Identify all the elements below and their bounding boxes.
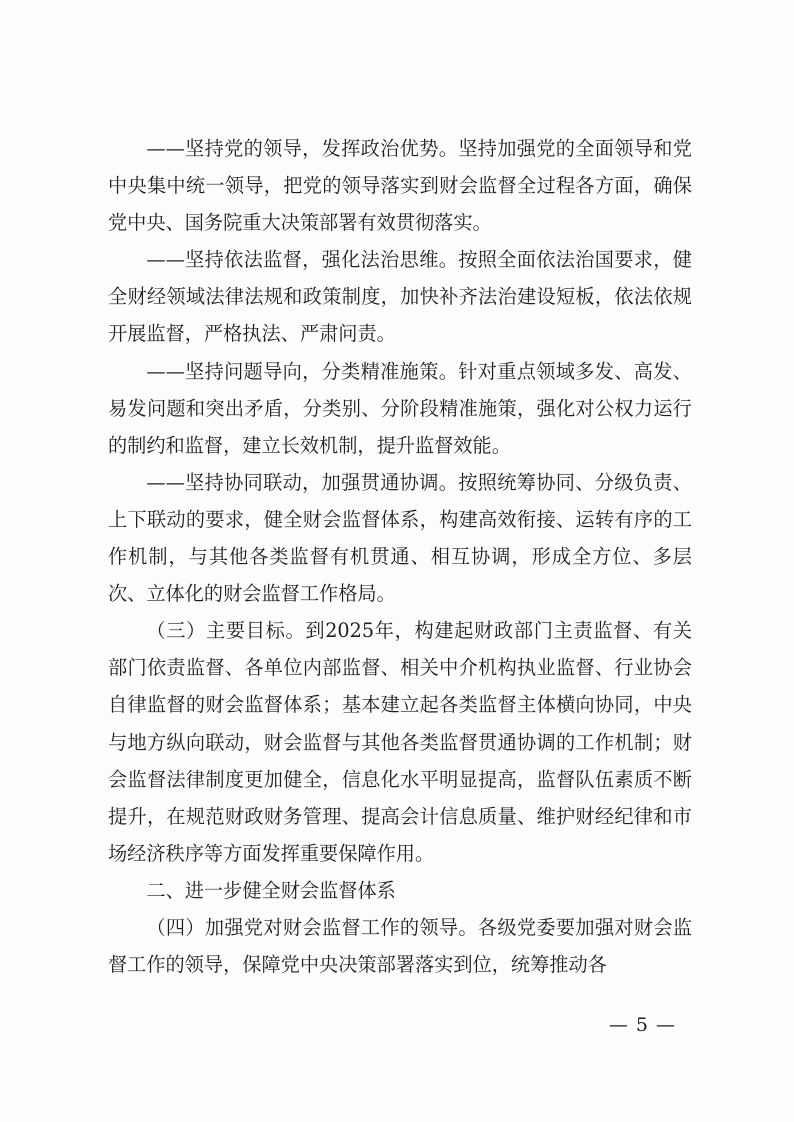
principle-paragraph-problem-oriented: ——坚持问题导向，分类精准施策。针对重点领域多发、高发、易发问题和突出矛盾，分类别、分阶段精准施策，强化对公权力运行的制约和监督，建立长效机制，提升监督效能。 xyxy=(108,359,692,457)
document-body xyxy=(108,130,692,983)
paragraph-heading: （四）加强党对财会监督工作的领导。 xyxy=(146,915,478,939)
principle-paragraph-rule-of-law: ——坚持依法监督，强化法治思维。按照全面依法治国要求，健全财经领域法律法规和政策制度，加快补齐法治建设短板，依法依规开展监督，严格执法、严肃问责。 xyxy=(108,248,692,346)
principle-paragraph-party-leadership: ——坚持党的领导，发挥政治优势。坚持加强党的全面领导和党中央集中统一领导，把党的领导落实到财会监督全过程各方面，确保党中央、国务院重大决策部署有效贯彻落实。 xyxy=(108,137,692,235)
party-leadership-paragraph xyxy=(108,909,692,983)
principle-paragraph-coordination: ——坚持协同联动，加强贯通协调。按照统筹协同、分级负责、上下联动的要求，健全财会监督体系，构建高效衔接、运转有序的工作机制，与其他各类监督有机贯通、相互协调，形成全方位、多层次、立体化的财会监督工作格局。 xyxy=(108,470,692,606)
paragraph-body: 各级党委要加强对财会监督工作的领导，保障党中央决策部署落实到位，统筹推动各 xyxy=(108,915,693,977)
main-goals-paragraph: （三）主要目标。到2025年，构建起财政部门主责监督、有关部门依责监督、各单位内部监督、相关中介机构执业监督、行业协会自律监督的财会监督体系；基本建立起各类监督主体横向协同，中央与地方纵向联动，财会监督与其他各类监督贯通协调的工作机制；财会监督法律制度更加健全，信息化水平明显提高，监督队伍素质不断提升，在规范财政财务管理、提高会计信息质量、维护财经纪律和市场经济秩序等方面发挥重要保障作用。 xyxy=(108,619,692,865)
page-number: — 5 — xyxy=(608,1014,676,1036)
section-heading: 二、进一步健全财会监督体系 xyxy=(146,878,396,902)
